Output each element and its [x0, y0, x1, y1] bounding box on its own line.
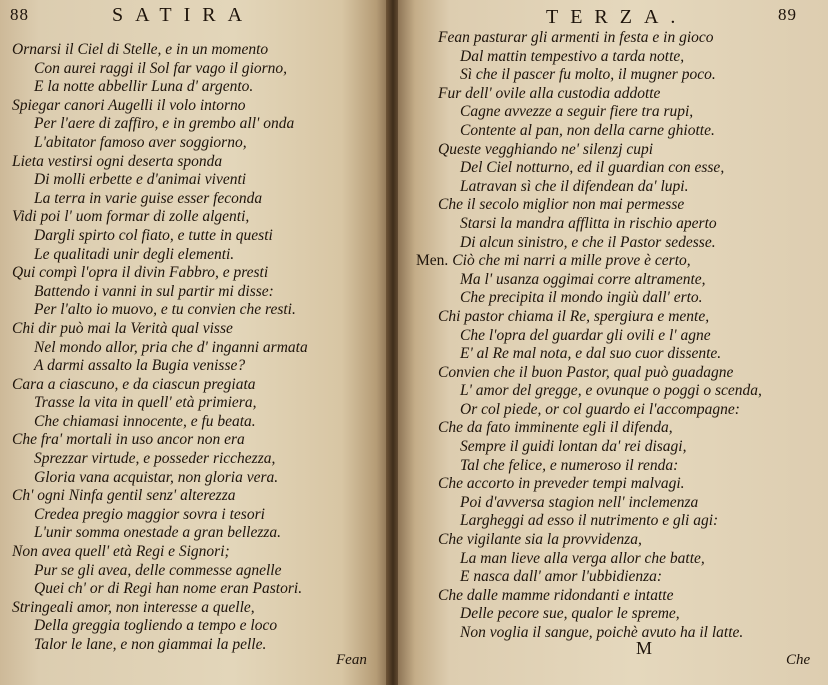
verse-text: Fean pasturar gli armenti in festa e in gioco [438, 29, 714, 46]
verse-line [438, 234, 828, 253]
verse-line [12, 301, 388, 320]
verse-text: Che chiamasi innocente, e fu beata. [34, 412, 256, 430]
verse-line [438, 438, 828, 457]
verse-text: E' al Re mal nota, e dal suo cuor dissente. [460, 345, 722, 363]
verse-text: Che da fato imminente egli il difenda, [438, 419, 673, 437]
verse-line [12, 562, 388, 581]
catchword-left: Fean [336, 652, 367, 668]
catchword-right: Che [786, 652, 811, 668]
verse-line [438, 289, 828, 308]
verse-line [438, 103, 828, 122]
verse-line [438, 587, 828, 606]
verse-text: L'abitator famoso aver soggiorno, [34, 133, 247, 151]
verse-text: Chi pastor chiama il Re, spergiura e mente, [438, 307, 710, 325]
left-page [0, 0, 388, 685]
page-number-right: 89 [778, 5, 797, 24]
verse-line [12, 394, 388, 413]
verse-text: Che precipita il mondo ingiù dall' erto. [460, 289, 703, 307]
left-page-header [0, 4, 388, 36]
verse-text: La terra in varie guise esser feconda [34, 189, 263, 207]
running-head-right: TERZA. [546, 6, 688, 28]
verse-text: Stringeali amor, non interesse a quelle, [12, 598, 255, 616]
verse-line [12, 469, 388, 488]
verse-text: Nel mondo allor, pria che d' inganni armata [34, 338, 308, 356]
verse-text: Talor le lane, e non giammai la pelle. [34, 636, 267, 653]
verse-line [12, 580, 388, 599]
verse-line [438, 550, 828, 569]
verse-line [438, 327, 828, 346]
verse-text: Con aurei raggi il Sol far vago il giorno, [34, 59, 288, 77]
verse-text: Del Ciel notturno, ed il guardian con esse, [460, 159, 725, 177]
verse-line [12, 60, 388, 79]
right-page-footer [398, 638, 828, 668]
verse-line [438, 29, 828, 48]
left-page-footer [0, 638, 388, 668]
verse-line [12, 115, 388, 134]
verse-text: Per l'aere di zaffiro, e in grembo all' onda [34, 115, 295, 133]
verse-text: Ciò che mi narri a mille prove è certo, [452, 252, 691, 270]
verse-text: Cara a ciascuno, e da ciascun pregiata [12, 375, 256, 393]
verse-text: Lieta vestirsi ogni deserta sponda [12, 152, 223, 170]
verse-line [12, 599, 388, 618]
verse-line [438, 196, 828, 215]
verse-text: Di molli erbette e d'animai viventi [34, 171, 247, 189]
verse-text: Fur dell' ovile alla custodia addotte [438, 84, 661, 102]
verse-line [438, 85, 828, 104]
speaker-label: Men. [416, 252, 449, 270]
verse-line [12, 376, 388, 395]
verse-line [438, 494, 828, 513]
verse-text: L' amor del gregge, e ovunque o poggi o scenda, [460, 382, 762, 400]
verse-text: Che vigilante sia la provvidenza, [438, 531, 642, 549]
running-head-left: SATIRA [112, 4, 255, 26]
verse-text: Tal che felice, e numeroso il renda: [460, 456, 679, 474]
verse-line [12, 357, 388, 376]
verse-line [12, 78, 388, 97]
verse-text: Ornarsi il Ciel di Stelle, e in un momento [12, 41, 269, 58]
verse-line [12, 190, 388, 209]
verse-text: Quei ch' or di Regi han nome eran Pastori. [34, 580, 303, 598]
verse-text: Poi d'avversa stagion nell' inclemenza [460, 493, 699, 511]
verse-line [438, 66, 828, 85]
verse-text: Ch' ogni Ninfa gentil senz' alterezza [12, 487, 236, 505]
verse-text: A darmi assalto la Bugia venisse? [34, 357, 246, 375]
verse-line [12, 617, 388, 636]
verse-text: Chi dir può mai la Verità qual visse [12, 319, 233, 337]
verse-line [438, 382, 828, 401]
verse-line [12, 153, 388, 172]
verse-text: Largheggi ad esso il nutrimento e gli agi: [460, 512, 719, 530]
verse-text: Che l'opra del guardar gli ovili e l' agne [460, 326, 711, 344]
verse-line [438, 271, 828, 290]
verse-line [438, 605, 828, 624]
verse-text: Gloria vana acquistar, non gloria vera. [34, 468, 279, 486]
verse-text: Della greggia togliendo a tempo e loco [34, 617, 278, 635]
verse-text: Sempre il guidi lontan da' rei disagi, [460, 438, 687, 456]
verse-text: Credea pregio maggior sovra i tesori [34, 505, 265, 523]
verse-text: La man lieve alla verga allor che batte, [460, 549, 705, 567]
verse-line [438, 364, 828, 383]
page-number-left: 88 [10, 5, 29, 24]
verse-line [438, 215, 828, 234]
verse-text: Dargli spirto col fiato, e tutte in questi [34, 226, 273, 244]
verse-text: Or col piede, or col guardo ei l'accompagne: [460, 400, 740, 418]
verse-text: Dal mattin tempestivo a tarda notte, [460, 47, 685, 65]
verse-line [438, 48, 828, 67]
verse-text: Che fra' mortali in uso ancor non era [12, 431, 245, 449]
verse-text: Pur se gli avea, delle commesse agnelle [34, 561, 282, 579]
right-page [398, 0, 828, 685]
verse-text: E nasca dall' amor l'ubbidienza: [460, 568, 663, 586]
verse-text: Trasse la vita in quell' età primiera, [34, 394, 257, 412]
verse-line [12, 431, 388, 450]
verse-text: Che accorto in preveder tempi malvagi. [438, 475, 685, 493]
verse-text: Latravan sì che il difendean da' lupi. [460, 177, 689, 195]
verse-line [438, 345, 828, 364]
verse-line [12, 134, 388, 153]
verse-line [12, 320, 388, 339]
verse-text: Convien che il buon Pastor, qual può guadagne [438, 363, 734, 381]
verse-line [438, 531, 828, 550]
verse-text: Spiegar canori Augelli il volo intorno [12, 96, 246, 114]
verse-line [12, 450, 388, 469]
verse-text: Di alcun sinistro, e che il Pastor sedesse. [460, 233, 716, 251]
verse-line [12, 413, 388, 432]
verse-line [438, 457, 828, 476]
verse-text: E la notte abbellir Luna d' argento. [34, 78, 254, 96]
verse-text: Contente al pan, non della carne ghiotte. [460, 121, 715, 139]
right-verse-block [398, 29, 828, 643]
verse-line [438, 122, 828, 141]
verse-text: Starsi la mandra afflitta in rischio aperto [460, 214, 717, 232]
verse-line [12, 283, 388, 302]
verse-line [438, 401, 828, 420]
verse-line [438, 475, 828, 494]
verse-text: Le qualitadi unir degli elementi. [34, 245, 235, 263]
verse-line [12, 97, 388, 116]
verse-line [12, 246, 388, 265]
verse-text: Che dalle mamme ridondanti e intatte [438, 586, 674, 604]
verse-text: Per l'alto io muovo, e tu convien che resti. [34, 301, 296, 319]
verse-line [438, 178, 828, 197]
verse-line [12, 208, 388, 227]
verse-text: Qui compì l'opra il divin Fabbro, e presti [12, 264, 269, 282]
verse-text: Non avea quell' età Regi e Signori; [12, 543, 230, 561]
verse-line [12, 524, 388, 543]
verse-line [438, 419, 828, 438]
verse-text: Delle pecore sue, qualor le spreme, [460, 605, 680, 623]
signature-mark: M [636, 638, 655, 658]
verse-text: L'unir somma onestade a gran bellezza. [34, 524, 282, 542]
verse-line [12, 171, 388, 190]
verse-line [438, 159, 828, 178]
verse-line [12, 543, 388, 562]
verse-text: Cagne avvezze a seguir fiere tra rupi, [460, 103, 694, 121]
verse-line [416, 252, 828, 271]
verse-line [12, 506, 388, 525]
verse-text: Queste vegghiando ne' silenzj cupi [438, 140, 654, 158]
verse-line [12, 264, 388, 283]
verse-text: Ma l' usanza oggimai corre altramente, [460, 270, 706, 288]
verse-line [12, 487, 388, 506]
verse-text: Non voglia il sangue, poichè avuto ha il latte. [460, 624, 744, 641]
verse-line [12, 339, 388, 358]
verse-line [12, 41, 388, 60]
verse-line [438, 512, 828, 531]
verse-text: Vidi poi l' uom formar di zolle algenti, [12, 208, 250, 226]
verse-line [438, 308, 828, 327]
verse-text: Battendo i vanni in sul partir mi disse: [34, 282, 274, 300]
verse-line [438, 141, 828, 160]
verse-text: Sì che il pascer fu molto, il mugner poco. [460, 66, 716, 84]
left-verse-block [0, 41, 388, 655]
verse-text: Sprezzar virtude, e posseder ricchezza, [34, 450, 276, 468]
verse-line [438, 568, 828, 587]
verse-line [12, 227, 388, 246]
verse-text: Che il secolo miglior non mai permesse [438, 196, 685, 214]
